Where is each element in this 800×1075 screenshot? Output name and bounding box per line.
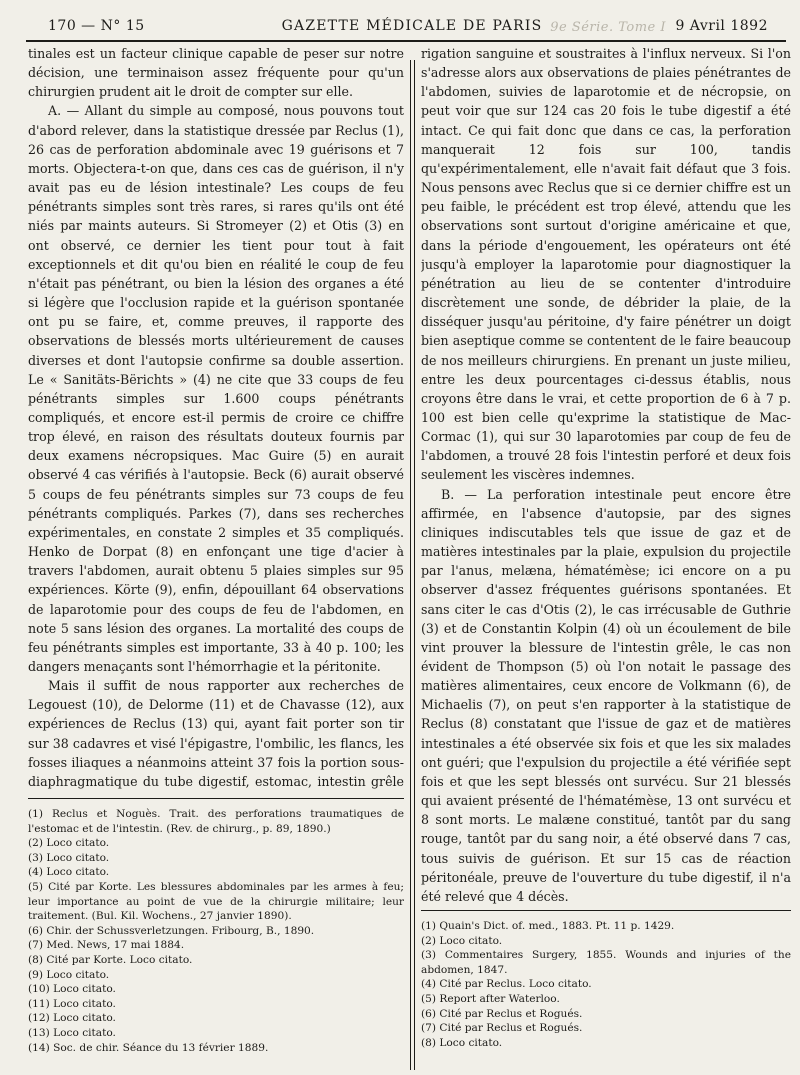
footnote-rule: [421, 910, 791, 911]
footnote: (7) Med. News, 17 mai 1884.: [28, 939, 185, 952]
header-rule: [26, 40, 786, 42]
footnote: (4) Loco citato.: [28, 866, 110, 879]
footnote: (9) Loco citato.: [28, 968, 110, 981]
footnote: (5) Report after Waterloo.: [421, 992, 560, 1005]
footnote: (1) Reclus et Noguès. Trait. des perforations traumatiques de l'estomac et de l'intestin. (Rev. de chirurg., p. 89, 1890.): [28, 808, 404, 835]
footnote: (8) Cité par Korte. Loco citato.: [28, 953, 193, 966]
paragraph: rigation sanguine et soustraites à l'influx nerveux. Si l'on s'adresse alors aux observations de plaies pénétrantes de l'abdomen, suivies de laparotomie et de nécropsie, on peut voir que sur 124 cas 20 fois le tube digestif a été intact. Ce qui fait donc que dans ce cas, la perforation manquerait 12 fois sur 100, tandis qu'expérimentalement, elle n'avait fait défaut que 3 fois. Nous pensons avec Reclus que si ce dernier chiffre est un peu faible, le précédent est trop élevé, attendu que les observations sont surtout d'origine américaine et que, dans la période d'engouement, les opérateurs ont été jusqu'à employer la laparotomie pour diagnostiquer la pénétration au lieu de se contenter d'introduire discrètement une sonde, de débrider la plaie, de la disséquer jusqu'au péritoine, d'y faire pénétrer un doigt bien aseptique comme se contentent de le faire beaucoup de nos meilleurs chirurgiens. En prenant un juste milieu, entre les deux pourcentages ci-dessus établis, nous croyons être dans le vrai, et cette proportion de 6 à 7 p. 100 est bien celle qu'exprime la statistique de Mac-Cormac (1), qui sur 30 laparotomies par coup de feu de l'abdomen, a trouvé 28 fois l'intestin perforé et deux fois seulement les viscères indemnes.: [421, 46, 791, 483]
footnote: (14) Soc. de chir. Séance du 13 février 1889.: [28, 1041, 269, 1054]
issue-date: 9 Avril 1892: [675, 18, 768, 34]
left-column-body: [28, 44, 404, 792]
paragraph: B. — La perforation intestinale peut encore être affirmée, en l'absence d'autopsie, par des signes cliniques indiscutables tels que issue de gaz et de matières intestinales par la plaie, expulsion du projectile par l'anus, melæna, hématémèse; ici encore on a pu observer d'assez fréquentes guérisons spontanées. Et sans citer le cas d'Otis (2), le cas irrécusable de Guthrie (3) et de Constantin Kolpin (4) où un écoulement de bile vint prouver la blessure de l'intestin grêle, le cas non évident de Thompson (5) où l'on notait le passage des matières alimentaires, ceux encore de Volkmann (6), de Michaelis (7), on peut s'en rapporter à la statistique de Reclus (8) constatant que l'issue de gaz et de matières intestinales a été observée six fois et que les six malades ont guéri; que l'expulsion du projectile a été vérifiée sept fois et que les sept blessés ont survécu. Sur 21 blessés qui avaient présenté de l'hématémèse, 13 ont survécu et 8 sont morts. Le malæne constitué, tantôt par du sang rouge, tantôt par du sang noir, a été observé dans 7 cas, tous suivis de guérison. Et sur 15 cas de réaction péritonéale, preuve de l'ouverture du tube digestif, il n'a été relevé que 4 décès.: [421, 486, 791, 904]
footnote: (6) Cité par Reclus et Rogués.: [421, 1007, 583, 1020]
column-divider-second: [414, 60, 415, 1070]
footnote-rule: [28, 798, 404, 799]
paragraph: tinales est un facteur clinique capable de peser sur notre décision, une terminaison assez fréquente pour qu'un chirurgien prudent ait le droit de compter sur elle.: [28, 46, 404, 100]
right-footnotes: [421, 919, 791, 1050]
footnote: (3) Commentaires Surgery, 1855. Wounds and injuries of the abdomen, 1847.: [421, 949, 791, 976]
footnote: (2) Loco citato.: [28, 837, 110, 850]
footnote: (7) Cité par Reclus et Rogués.: [421, 1022, 583, 1035]
left-footnotes: [28, 807, 404, 1055]
footnote: (11) Loco citato.: [28, 997, 116, 1010]
column-divider: [410, 60, 411, 1070]
page-header: [48, 14, 776, 38]
journal-title: GAZETTE MÉDICALE DE PARIS: [281, 18, 543, 34]
paragraph: Mais il suffit de nous rapporter aux recherches de Legouest (10), de Delorme (11) et de Chavasse (12), aux expériences de Reclus (13) qui, ayant fait porter son tir sur 38 cadavres et visé l'épigastre, l'ombilic, les flancs, les fosses iliaques a néanmoins atteint 37 fois la portion sous-diaphragmatique du tube digestif, estomac, intestin grêle: [28, 678, 404, 789]
footnote: (5) Cité par Korte. Les blessures abdominales par les armes à feu; leur importance au point de vue de la chirurgie militaire; leur traitement. (Bul. Kil. Wochens., 27 janvier 1890).: [28, 880, 404, 923]
left-column: [28, 44, 404, 1055]
footnote: (6) Chir. der Schussverletzungen. Fribourg, B., 1890.: [28, 924, 315, 937]
show-through-text: 9e Série. Tome I: [550, 20, 666, 35]
footnote: (8) Loco citato.: [421, 1036, 503, 1049]
footnote: (13) Loco citato.: [28, 1026, 116, 1039]
right-column-body: [421, 44, 791, 904]
footnote: (4) Cité par Reclus. Loco citato.: [421, 978, 592, 991]
footnote: (1) Quain's Dict. of. med., 1883. Pt. 11 p. 1429.: [421, 920, 675, 932]
paragraph: A. — Allant du simple au composé, nous pouvons tout d'abord relever, dans la statistique dressée par Reclus (1), 26 cas de perforation abdominale avec 19 guérisons et 7 morts. Objectera-t-on que, dans ces cas de guérison, il n'y avait pas eu de lésion intestinale? Les coups de feu pénétrants simples sont très rares, si rares qu'ils ont été niés par maints auteurs. Si Stromeyer (2) et Otis (3) en ont observé, ce dernier les tient pour tout à fait exceptionnels et dit qu'ou bien en réalité le coup de feu n'était pas pénétrant, ou bien la lésion des organes a été si légère que l'occlusion rapide et la guérison spontanée ont pu se faire, et, comme preuves, il rapporte des observations de blessés morts ultérieurement de causes diverses et dont l'autopsie confirme sa double assertion. Le « Sanitäts-Bërichts » (4) ne cite que 33 coups de feu pénétrants simples sur 1.600 coups pénétrants compliqués, et encore est-il permis de croire ce chiffre trop élevé, en raison des résultats douteux fournis par deux examens nécropsiques. Mac Guire (5) en aurait observé 4 cas vérifiés à l'autopsie. Beck (6) aurait observé 5 coups de feu pénétrants simples sur 73 coups de feu pénétrants compliqués. Parkes (7), dans ses recherches expérimentales, en constate 2 simples et 35 compliqués. Henko de Dorpat (8) en enfonçant une tige d'acier à travers l'abdomen, aurait obtenu 5 plaies simples sur 95 expériences. Körte (9), enfin, dépouillant 64 observations de laparotomie pour des coups de feu de l'abdomen, en note 5 sans lésion des organes. La mortalité des coups de feu pénétrants simples est importante, 33 à 40 p. 100; les dangers menaçants sont l'hémorrhagie et la péritonite.: [28, 103, 404, 674]
footnote: (10) Loco citato.: [28, 983, 116, 996]
right-column: [421, 44, 791, 1050]
footnote: (12) Loco citato.: [28, 1012, 116, 1025]
footnote: (2) Loco citato.: [421, 934, 503, 947]
page-number: 170 — N° 15: [48, 18, 145, 34]
footnote: (3) Loco citato.: [28, 851, 110, 864]
